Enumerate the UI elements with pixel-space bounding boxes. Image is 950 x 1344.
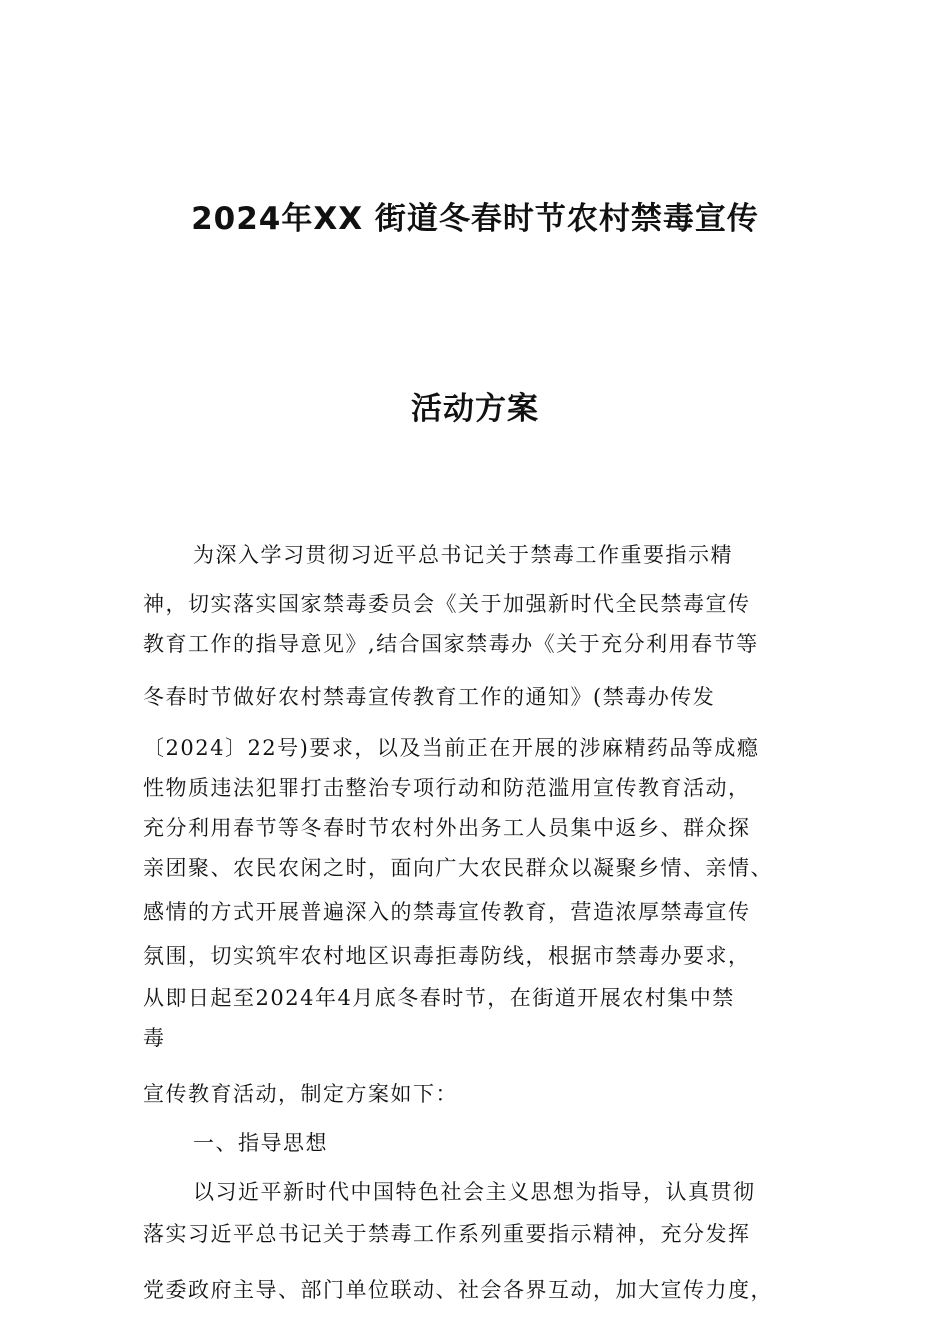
section-1-line-3: 党委政府主导、部门单位联动、社会各界互动，加大宣传力度，	[143, 1278, 773, 1302]
intro-line-3: 教育工作的指导意见》,结合国家禁毒办《关于充分利用春节等	[143, 632, 759, 656]
intro-line-6: 性物质违法犯罪打击整治专项行动和防范滥用宣传教育活动，	[143, 776, 751, 800]
intro-line-2: 神，切实落实国家禁毒委员会《关于加强新时代全民禁毒宣传	[143, 592, 751, 616]
intro-line-13: 宣传教育活动，制定方案如下：	[143, 1082, 458, 1106]
intro-line-8: 亲团聚、农民农闲之时，面向广大农民群众以凝聚乡情、亲情、	[143, 856, 773, 880]
document-title-line-2: 活动方案	[411, 391, 539, 427]
document-title-line-1: 2024年XX 街道冬春时节农村禁毒宣传	[191, 201, 759, 237]
intro-line-10: 氛围，切实筑牢农村地区识毒拒毒防线，根据市禁毒办要求，	[143, 944, 751, 968]
section-1-heading: 一、指导思想	[193, 1131, 328, 1155]
intro-line-9: 感情的方式开展普遍深入的禁毒宣传教育，营造浓厚禁毒宣传	[143, 900, 751, 924]
intro-line-1: 为深入学习贯彻习近平总书记关于禁毒工作重要指示精	[193, 543, 733, 567]
intro-line-5: 〔2024〕22号)要求，以及当前正在开展的涉麻精药品等成瘾	[143, 736, 760, 760]
intro-line-11: 从即日起至2024年4月底冬春时节，在街道开展农村集中禁	[143, 986, 735, 1010]
intro-line-12: 毒	[143, 1026, 166, 1050]
section-1-line-1: 以习近平新时代中国特色社会主义思想为指导，认真贯彻	[193, 1180, 756, 1204]
section-1-line-2: 落实习近平总书记关于禁毒工作系列重要指示精神，充分发挥	[143, 1222, 751, 1246]
intro-line-4: 冬春时节做好农村禁毒宣传教育工作的通知》(禁毒办传发	[143, 685, 716, 709]
intro-line-7: 充分利用春节等冬春时节农村外出务工人员集中返乡、群众探	[143, 816, 751, 840]
